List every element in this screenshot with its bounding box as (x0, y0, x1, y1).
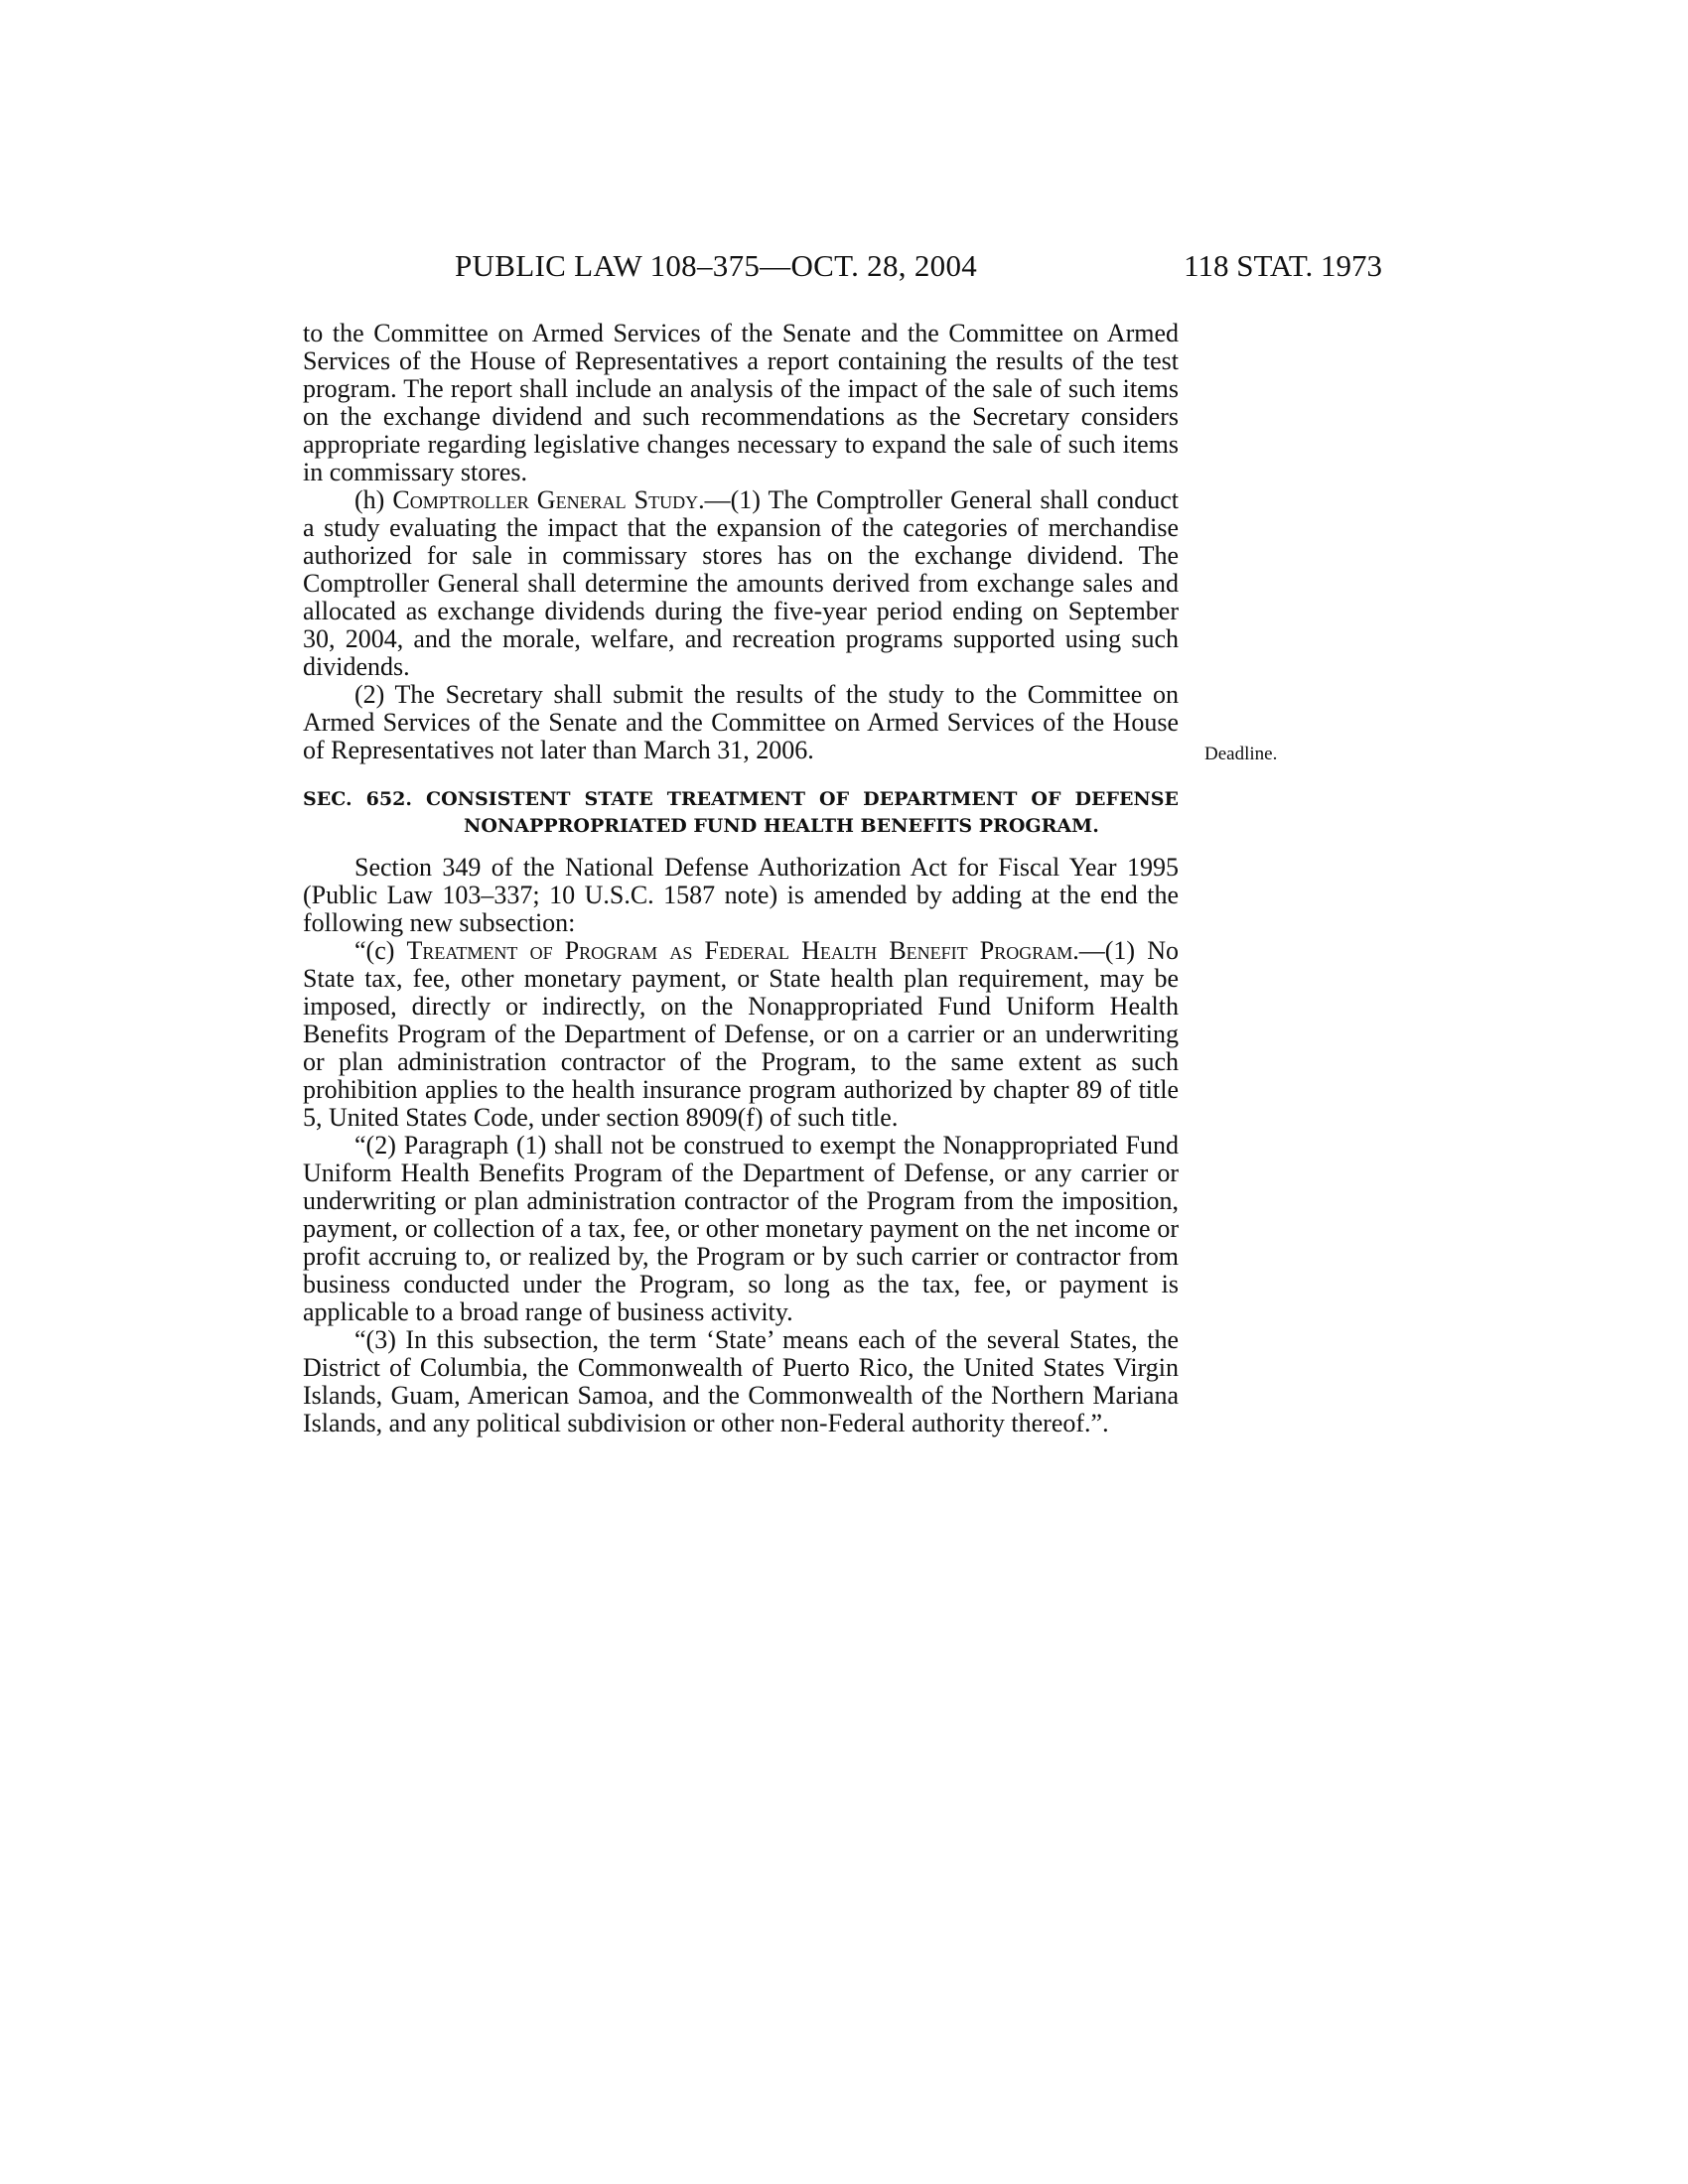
subsection-h-label: (h) (354, 485, 393, 514)
subsection-h-paragraph-1 (303, 486, 1179, 681)
document-body (303, 320, 1179, 1437)
running-header-title: PUBLIC LAW 108–375—OCT. 28, 2004 (455, 248, 978, 283)
subsection-h-text: —(1) The Comptroller General shall conduct a study evaluating the impact that the expansion of the categories of merchandise authorized for sale in commissary stores has on the exchange dividend. The Comptroller General shall determine the amounts derived from exchange sales and allocated as exchange dividends during the five-year period ending on September 30, 2004, and the morale, welfare, and recreation programs supported using such dividends. (303, 485, 1179, 681)
subsection-h-paragraph-2: (2) The Secretary shall submit the results of the study to the Committee on Armed Services of the Senate and the Committee on Armed Services of the House of Representatives not later than March 31, 2006. (303, 680, 1179, 764)
section-652-heading: SEC. 652. CONSISTENT STATE TREATMENT OF DEPARTMENT OF DEFENSE NONAPPROPRIATED FUND HEALTH BENEFITS PROGRAM. (303, 788, 1179, 837)
subsection-c-text: —(1) No State tax, fee, other monetary payment, or State health plan requirement, may be imposed, directly or indirectly, on the Nonappropriated Fund Uniform Health Benefits Program of the Department of Defense, or on a carrier or an underwriting or plan administration contractor of the Program, to the same extent as such prohibition applies to the health insurance program authorized by chapter 89 of title 5, United States Code, under section 8909(f) of such title. (303, 936, 1179, 1132)
section-652-intro: Section 349 of the National Defense Authorization Act for Fiscal Year 1995 (Public Law 103–337; 10 U.S.C. 1587 note) is amended by adding at the end the following new subsection: (303, 853, 1179, 937)
marginal-note-deadline: Deadline. (1204, 744, 1278, 764)
continuation-paragraph: to the Committee on Armed Services of the Senate and the Committee on Armed Services of the House of Representatives a report containing the results of the test program. The report shall include an analysis of the impact of the sale of such items on the exchange dividend and such recommendations as the Secretary considers appropriate regarding legislative changes necessary to expand the sale of such items in commissary stores. (303, 319, 1179, 486)
stat-page-number: 118 STAT. 1973 (1184, 248, 1382, 283)
subsection-c-label: “(c) (354, 936, 407, 965)
subsection-h-heading: Comptroller General Study. (392, 485, 705, 514)
subsection-c-paragraph-3: “(3) In this subsection, the term ‘State’ means each of the several States, the District of Columbia, the Commonwealth of Puerto Rico, the United States Virgin Islands, Guam, American Samoa, and the Commonwealth of the Northern Mariana Islands, and any political subdivision or other non-Federal authority thereof.”. (303, 1325, 1179, 1437)
subsection-c-heading: Treatment of Program as Federal Health Benefit Program. (406, 936, 1079, 965)
subsection-c-paragraph-2: “(2) Paragraph (1) shall not be construed to exempt the Nonappropriated Fund Uniform Health Benefits Program of the Department of Defense, or any carrier or underwriting or plan administration contractor of the Program from the imposition, payment, or collection of a tax, fee, or other monetary payment on the net income or profit accruing to, or realized by, the Program or by such carrier or contractor from business conducted under the Program, so long as the tax, fee, or payment is applicable to a broad range of business activity. (303, 1131, 1179, 1326)
subsection-c-paragraph-1 (303, 937, 1179, 1132)
